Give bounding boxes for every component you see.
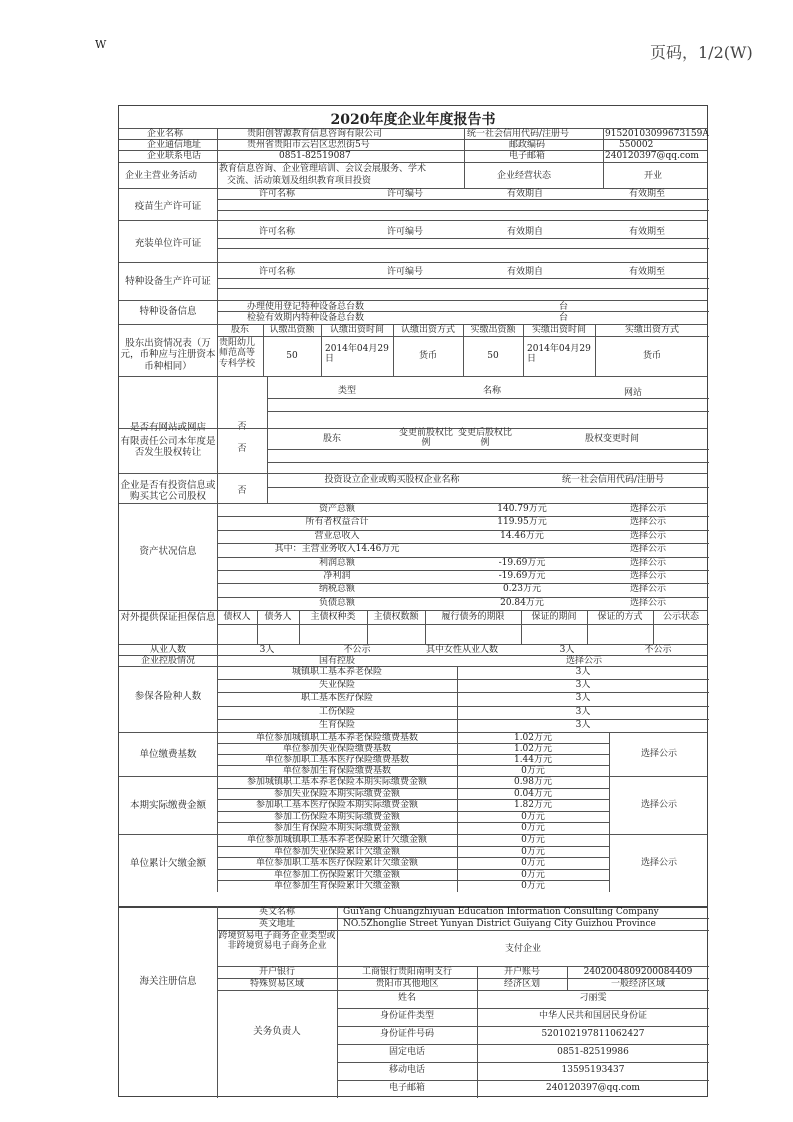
special-equipment-line2: 检验有效期内特种设备总台数: [247, 313, 365, 323]
trade-label: 跨境贸易电子商务企业类型或非跨境贸易电子商务企业: [218, 931, 336, 952]
actual-paid-pub: 选择公示: [640, 800, 677, 810]
email-value: 240120397@qq.com: [605, 151, 699, 161]
website-value: 否: [237, 422, 247, 432]
sh-col-1: 认缴出资额: [269, 325, 315, 335]
arrears-pub: 选择公示: [640, 858, 677, 868]
postcode-value: 550002: [619, 140, 654, 150]
name-label: 企业名称: [147, 129, 184, 139]
en-addr-value: NO.5Zhonglie Street Yunyan District Guiyang City Guizhou Province: [343, 919, 656, 929]
license-col-number: 许可编号: [387, 267, 424, 277]
gu-col-2: 主债权种类: [310, 612, 356, 622]
asset-name: 净利润: [323, 571, 351, 581]
officer-field-label: 固定电话: [388, 1047, 425, 1057]
vaccine-license-label: 疫苗生产许可证: [134, 201, 202, 212]
license-col-from: 有效期自: [507, 189, 544, 199]
asset-pub: 选择公示: [629, 557, 666, 568]
officer-field-value: 520102197811062427: [541, 1029, 645, 1039]
asset-name: 利润总额: [318, 557, 355, 568]
officer-field-label: 移动电话: [388, 1065, 425, 1075]
contribution_base-value: 1.02万元: [513, 744, 553, 754]
insurance-name: 生育保险: [318, 719, 355, 730]
actual_paid-name: 参加城镇职工基本养老保险本期实际缴费金额: [246, 777, 427, 787]
en-name-label: 英文名称: [258, 907, 295, 917]
website-col-site: 网站: [623, 388, 642, 398]
sh-row-paid-date: 2014年04月29日: [527, 344, 591, 365]
asset-pub: 选择公示: [629, 504, 666, 514]
asset-value: 20.84万元: [500, 597, 544, 608]
investment-label: 企业是否有投资信息或购买其它公司股权: [120, 480, 216, 503]
name-value: 贵阳创智源教育信息咨询有限公司: [247, 129, 383, 139]
sh-col-6: 实缴出资方式: [624, 325, 679, 335]
contribution-base-pub: 选择公示: [640, 749, 677, 759]
sh-row-paid-amount: 50: [487, 351, 499, 361]
asset-pub: 选择公示: [629, 571, 666, 581]
female-pub: 不公示: [644, 645, 672, 655]
contribution_base-name: 单位参加城镇职工基本养老保险缴费基数: [255, 733, 418, 743]
special-equipment-unit-2: 台: [559, 313, 569, 323]
shareholders-label: 股东出资情况表（万元，币种应与注册资本币种相同）: [120, 338, 216, 372]
actual_paid-value: 0万元: [521, 823, 545, 834]
insurance-name: 职工基本医疗保险: [300, 693, 373, 704]
officer-field-label: 身份证件号码: [379, 1029, 434, 1039]
trade-value: 支付企业: [504, 944, 541, 954]
equity-value: 否: [237, 444, 247, 454]
license-col-to: 有效期至: [629, 267, 666, 277]
sh-row-paid-method: 货币: [642, 351, 661, 361]
investment-col-0: 投资设立企业或购买股权企业名称: [324, 475, 460, 485]
status-label: 企业经营状态: [497, 171, 552, 181]
bank-label: 开户银行: [258, 967, 295, 977]
gu-col-3: 主债权数额: [373, 612, 419, 622]
zone-value: 贵阳市其他地区: [375, 979, 439, 989]
license-col-name: 许可名称: [259, 189, 296, 199]
corner-mark: W: [95, 38, 107, 51]
zone-label: 特殊贸易区域: [249, 979, 304, 989]
arrears-value: 0万元: [521, 869, 545, 880]
insurance-name: 工伤保险: [318, 706, 355, 717]
insurance-value: 3人: [575, 706, 591, 717]
bank-value: 工商银行贵阳南明支行: [361, 967, 452, 977]
female-label: 其中女性从业人数: [425, 645, 498, 655]
holding-pub: 选择公示: [565, 656, 602, 666]
sh-col-0: 股东: [230, 325, 249, 335]
special-license-label: 特种设备生产许可证: [125, 276, 211, 287]
asset-pub: 选择公示: [629, 530, 666, 541]
asset-pub: 选择公示: [629, 584, 666, 595]
assets-label: 资产状况信息: [139, 546, 197, 557]
equity-label: 有限责任公司本年度是否发生股权转让: [120, 436, 216, 459]
sh-col-4: 实缴出资额: [470, 325, 516, 335]
license-col-number: 许可编号: [387, 189, 424, 199]
holding-value: 国有控股: [318, 656, 355, 666]
contribution_base-value: 1.44万元: [513, 755, 553, 765]
activity-label: 企业主营业务活动: [125, 171, 198, 181]
contribution_base-value: 0万元: [521, 766, 545, 776]
status-value: 开业: [644, 171, 663, 181]
actual_paid-name: 参加工伤保险本期实际缴费金额: [273, 811, 400, 822]
asset-value: 0.23万元: [502, 584, 542, 595]
address-label: 企业通信地址: [147, 140, 202, 150]
license-col-name: 许可名称: [259, 267, 296, 277]
actual-paid-label: 本期实际缴费金额: [129, 800, 206, 811]
phone-label: 企业联系电话: [147, 151, 202, 161]
arrears-name: 单位参加城镇职工基本养老保险累计欠缴金额: [246, 835, 427, 845]
insurance-name: 失业保险: [318, 680, 355, 691]
actual_paid-value: 0万元: [521, 811, 545, 822]
gu-col-4: 履行债务的期限: [441, 612, 505, 622]
activity-value-2: 交流、活动策划及组织教育项目投资: [227, 176, 372, 186]
arrears-label: 单位累计欠缴金额: [129, 858, 206, 869]
asset-name: 纳税总额: [318, 584, 355, 595]
investment-col-1: 统一社会信用代码/注册号: [561, 475, 665, 485]
website-label: 是否有网站或网店: [129, 422, 206, 433]
license-col-name: 许可名称: [259, 227, 296, 237]
asset-value: 119.95万元: [497, 517, 547, 528]
license-col-from: 有效期自: [507, 227, 544, 237]
customs-label: 海关注册信息: [139, 976, 197, 987]
contribution_base-name: 单位参加失业保险缴费基数: [282, 744, 391, 754]
arrears-name: 单位参加生育保险累计欠缴金额: [273, 881, 400, 892]
asset-name: 资产总额: [318, 504, 355, 514]
arrears-name: 单位参加工伤保险累计欠缴金额: [273, 869, 400, 880]
officer-field-label: 姓名: [397, 993, 416, 1003]
license-col-to: 有效期至: [629, 189, 666, 199]
sh-row-sub-date: 2014年04月29日: [325, 344, 389, 365]
sh-col-3: 认缴出资方式: [400, 325, 455, 335]
officer-field-label: 身份证件类型: [379, 1011, 434, 1021]
actual_paid-value: 0.98万元: [513, 777, 553, 787]
actual_paid-name: 参加生育保险本期实际缴费金额: [273, 823, 400, 834]
gu-col-5: 保证的期间: [531, 612, 577, 622]
license-col-from: 有效期自: [507, 267, 544, 277]
actual_paid-value: 1.82万元: [513, 800, 553, 811]
insurance-value: 3人: [575, 667, 591, 677]
asset-pub: 选择公示: [629, 544, 666, 555]
actual_paid-value: 0.04万元: [513, 788, 553, 799]
officer-field-value: 13595193437: [561, 1065, 625, 1075]
contribution_base-name: 单位参加职工基本医疗保险缴费基数: [264, 755, 409, 765]
sh-row-name: 贵阳幼儿师范高等专科学校: [219, 338, 256, 369]
equity-col-1: 变更前股权比例: [398, 428, 453, 449]
holding-label: 企业控股情况: [140, 656, 195, 666]
website-col-type: 类型: [337, 386, 356, 396]
arrears-value: 0万元: [521, 881, 545, 892]
arrears-value: 0万元: [521, 846, 545, 857]
page-number: 页码，1/2(W): [650, 43, 753, 62]
arrears-value: 0万元: [521, 858, 545, 869]
equity-col-3: 股权变更时间: [584, 434, 639, 444]
credit-label: 统一社会信用代码/注册号: [467, 129, 570, 139]
asset-value: -19.69万元: [498, 571, 546, 581]
postcode-label: 邮政编码: [509, 140, 546, 150]
asset-name: 所有者权益合计: [305, 517, 369, 528]
guarantee-label: 对外提供保证担保信息: [120, 612, 216, 623]
gu-col-6: 保证的方式: [597, 612, 643, 622]
asset-name: 负债总额: [318, 597, 355, 608]
officer-field-value: 240120397@qq.com: [546, 1083, 640, 1093]
contribution_base-name: 单位参加生育保险缴费基数: [282, 766, 391, 776]
credit-value: 91520103099673159A: [605, 129, 709, 139]
gu-col-0: 债权人: [223, 612, 251, 622]
econ-label: 经济区划: [503, 979, 540, 989]
investment-value: 否: [237, 486, 247, 496]
insurance-name: 城镇职工基本养老保险: [291, 667, 382, 677]
officer-field-value: 0851-82519986: [557, 1047, 629, 1057]
gu-col-7: 公示状态: [662, 612, 699, 622]
report-title: 2020年度企业年度报告书: [330, 112, 496, 128]
license-col-to: 有效期至: [629, 227, 666, 237]
equity-col-2: 变更后股权比例: [457, 428, 512, 449]
sh-col-5: 实缴出资时间: [531, 325, 586, 335]
insurance-count-label: 参保各险种人数: [134, 691, 202, 702]
officer-field-label: 电子邮箱: [388, 1083, 425, 1093]
gu-col-1: 债务人: [264, 612, 292, 622]
account-label: 开户账号: [503, 967, 540, 977]
contribution-base-label: 单位缴费基数: [139, 749, 197, 760]
address-value: 贵州省贵阳市云岩区忠烈街5号: [247, 140, 370, 150]
econ-value: 一般经济区域: [610, 979, 665, 989]
arrears-value: 0万元: [521, 835, 545, 845]
sh-col-2: 认缴出资时间: [329, 325, 384, 335]
en-name-value: GuiYang Chuangzhiyuan Education Information Consulting Company: [343, 907, 659, 917]
arrears-name: 单位参加失业保险累计欠缴金额: [273, 846, 400, 857]
actual_paid-name: 参加失业保险本期实际缴费金额: [273, 788, 400, 799]
officer-field-value: 刁丽雯: [579, 993, 607, 1003]
employees-value: 3人: [259, 645, 275, 655]
report-form: [118, 105, 708, 1097]
employees-label: 从业人数: [149, 645, 186, 655]
license-col-number: 许可编号: [387, 227, 424, 237]
contribution_base-value: 1.02万元: [513, 733, 553, 743]
special-equipment-unit-1: 台: [559, 302, 569, 312]
insurance-value: 3人: [575, 680, 591, 691]
phone-value: 0851-82519087: [279, 151, 351, 161]
arrears-name: 单位参加职工基本医疗保险累计欠缴金额: [255, 858, 418, 869]
asset-value: -19.69万元: [498, 557, 546, 568]
asset-name: 其中：主营业务收入14.46万元: [274, 544, 400, 555]
insurance-value: 3人: [575, 693, 591, 704]
insurance-value: 3人: [575, 719, 591, 730]
equity-col-0: 股东: [322, 434, 341, 444]
actual_paid-name: 参加职工基本医疗保险本期实际缴费金额: [255, 800, 418, 811]
account-value: 2402004809200084409: [583, 967, 693, 977]
asset-value: 14.46万元: [500, 530, 544, 541]
filling-license-label: 充装单位许可证: [134, 238, 202, 249]
asset-value: 140.79万元: [497, 504, 547, 514]
en-addr-label: 英文地址: [258, 919, 295, 929]
activity-value-1: 教育信息咨询、企业管理培训、会议会展服务、学术: [219, 164, 427, 174]
sh-row-sub-method: 货币: [418, 351, 437, 361]
asset-pub: 选择公示: [629, 517, 666, 528]
special-equipment-label: 特种设备信息: [139, 306, 197, 317]
special-equipment-line1: 办理使用登记特种设备总台数: [247, 302, 365, 312]
employees-pub: 不公示: [343, 645, 371, 655]
asset-pub: 选择公示: [629, 597, 666, 608]
website-col-name: 名称: [482, 386, 501, 396]
officer-label: 关务负责人: [253, 1026, 301, 1037]
female-value: 3人: [559, 645, 575, 655]
asset-name: 营业总收入: [314, 530, 360, 541]
sh-row-sub-amount: 50: [286, 351, 298, 361]
officer-field-value: 中华人民共和国居民身份证: [538, 1011, 647, 1021]
email-label: 电子邮箱: [509, 151, 546, 161]
